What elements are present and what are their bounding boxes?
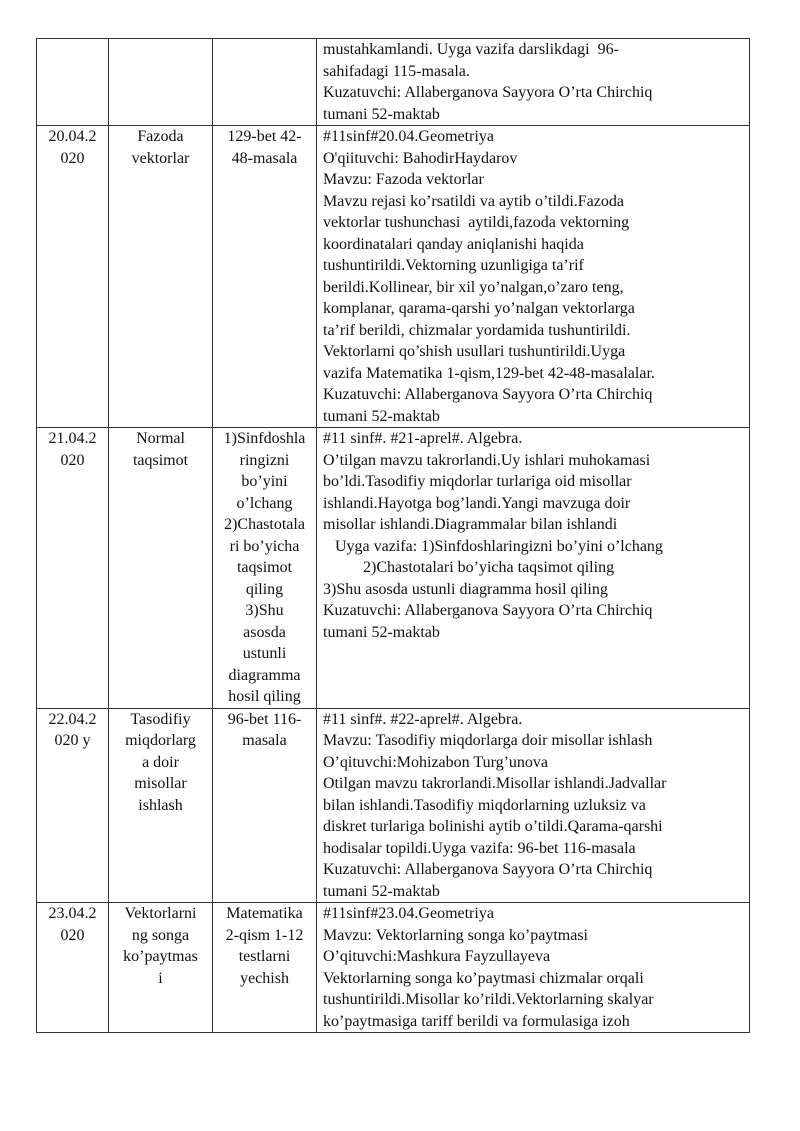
notes-line: vektorlar tushunchasi aytildi,fazoda vektorning <box>323 214 630 231</box>
notes-line: tushuntirildi.Vektorning uzunligiga ta’rif <box>323 257 584 274</box>
notes-line: #11 sinf#. #21-aprel#. Algebra. <box>323 430 523 447</box>
notes-line: O’qituvchi:Mohizabon Turg’unova <box>323 753 549 771</box>
homework-cell-text: 129-bet 42- 48-masala <box>227 128 302 167</box>
notes-line: komplanar, qarama-qarshi yo’nalgan vektorlarga <box>323 300 635 317</box>
notes-line: Mavzu rejasi ko’rsatildi va aytib o’tildi.Fazoda <box>323 192 624 210</box>
homework-cell <box>213 903 317 1033</box>
table-row <box>37 428 750 709</box>
homework-cell-text: Matematika 2-qism 1-12 testlarni yechish <box>225 905 304 987</box>
topic-cell <box>109 126 213 428</box>
table-body <box>37 39 750 1033</box>
notes-line: Kuzatuvchi: Allaberganova Sayyora O’rta Chirchiq <box>323 861 653 878</box>
notes-line: Mavzu: Vektorlarning songa ko’paytmasi <box>323 926 588 944</box>
homework-cell-text: 1)Sinfdoshla ringizni bo’yini o’lchang 2)Chastotala ri bo’yicha taqsimot qiling 3)Shu asosda ustunli diagramma hosil qiling <box>223 430 306 705</box>
table-row <box>37 708 750 903</box>
notes-line: berildi.Kollinear, bir xil yo’nalgan,o’zaro teng, <box>323 278 624 296</box>
topic-cell-text: Fazoda vektorlar <box>131 128 190 167</box>
date-cell-text: 21.04.2 020 <box>48 430 97 469</box>
homework-cell-text: 96-bet 116- masala <box>227 710 302 749</box>
notes-line: diskret turlariga bolinishi aytib o’tildi.Qarama-qarshi <box>323 818 663 835</box>
notes-line: hodisalar topildi.Uyga vazifa: 96-bet 116-masala <box>323 839 636 857</box>
date-cell-text: 22.04.2 020 y <box>48 710 97 749</box>
notes-line: ishlandi.Hayotga bog’landi.Yangi mavzuga doir <box>323 494 631 512</box>
notes-line: bilan ishlandi.Tasodifiy miqdorlarning uzluksiz va <box>323 796 646 814</box>
homework-cell <box>213 126 317 428</box>
notes-line: Kuzatuvchi: Allaberganova Sayyora O’rta Chirchiq <box>323 386 653 403</box>
topic-cell <box>109 39 213 126</box>
notes-line: 3)Shu asosda ustunli diagramma hosil qiling <box>323 580 608 598</box>
notes-line: tumani 52-maktab <box>323 105 440 123</box>
notes-line: Mavzu: Tasodifiy miqdorlarga doir misollar ishlash <box>323 732 653 749</box>
notes-line: O'qiituvchi: BahodirHaydarov <box>323 149 518 167</box>
notes-line: O’tilgan mavzu takrorlandi.Uy ishlari muhokamasi <box>323 451 651 469</box>
table-row <box>37 126 750 428</box>
table-row <box>37 903 750 1033</box>
notes-line: ko’paytmasiga tariff berildi va formulasiga izoh <box>323 1012 630 1030</box>
notes-line: ta’rif berildi, chizmalar yordamida tushuntirildi. <box>323 321 631 339</box>
notes-line: vazifa Matematika 1-qism,129-bet 42-48-masalalar. <box>323 364 655 382</box>
notes-line: Otilgan mavzu takrorlandi.Misollar ishlandi.Jadvallar <box>323 775 667 792</box>
notes-line: bo’ldi.Tasodifiy miqdorlar turlariga oid misollar <box>323 473 632 490</box>
notes-line: koordinatalari qanday aniqlanishi haqida <box>323 235 584 253</box>
notes-line: tushuntirildi.Misollar ko’rildi.Vektorlarning skalyar <box>323 991 654 1008</box>
notes-line: Vektorlarni qo’shish usullari tushuntirildi.Uyga <box>323 343 626 360</box>
document-page <box>36 38 750 1033</box>
date-cell <box>37 39 109 126</box>
lesson-notes-cell <box>317 126 750 428</box>
notes-line: #11sinf#20.04.Geometriya <box>323 128 494 145</box>
topic-cell-text: Tasodifiy miqdorlarg a doir misollar ishlash <box>125 710 196 814</box>
lesson-notes-cell <box>317 708 750 903</box>
notes-line: #11 sinf#. #22-aprel#. Algebra. <box>323 710 523 728</box>
date-cell <box>37 903 109 1033</box>
notes-line: Kuzatuvchi: Allaberganova Sayyora O’rta Chirchiq <box>323 602 653 619</box>
homework-cell <box>213 428 317 709</box>
lesson-notes-cell <box>317 903 750 1033</box>
lesson-journal-table <box>36 38 750 1033</box>
notes-line: Mavzu: Fazoda vektorlar <box>323 171 484 188</box>
notes-line: tumani 52-maktab <box>323 623 440 641</box>
notes-line: mustahkamlandi. Uyga vazifa darslikdagi 96- <box>323 41 619 58</box>
notes-line: Vektorlarning songa ko’paytmasi chizmalar orqali <box>323 969 644 987</box>
lesson-notes-cell <box>317 39 750 126</box>
notes-line: #11sinf#23.04.Geometriya <box>323 905 494 922</box>
notes-line: O’qituvchi:Mashkura Fayzullayeva <box>323 948 551 965</box>
notes-line: misollar ishlandi.Diagrammalar bilan ishlandi <box>323 516 618 533</box>
notes-line: tumani 52-maktab <box>323 407 440 425</box>
topic-cell <box>109 903 213 1033</box>
notes-line: tumani 52-maktab <box>323 882 440 900</box>
notes-line: Kuzatuvchi: Allaberganova Sayyora O’rta Chirchiq <box>323 84 653 101</box>
topic-cell-text: Normal taqsimot <box>132 430 189 469</box>
date-cell <box>37 428 109 709</box>
topic-cell <box>109 708 213 903</box>
notes-line: Uyga vazifa: 1)Sinfdoshlaringizni bo’yini o’lchang <box>323 537 663 555</box>
date-cell <box>37 708 109 903</box>
notes-line: sahifadagi 115-masala. <box>323 62 470 80</box>
date-cell-text: 20.04.2 020 <box>48 128 97 167</box>
notes-line: 2)Chastotalari bo’yicha taqsimot qiling <box>323 559 615 576</box>
date-cell-text: 23.04.2 020 <box>48 905 97 944</box>
lesson-notes-cell <box>317 428 750 709</box>
homework-cell <box>213 39 317 126</box>
topic-cell-text: Vektorlarni ng songa ko’paytmas i <box>123 905 198 987</box>
date-cell <box>37 126 109 428</box>
topic-cell <box>109 428 213 709</box>
table-row <box>37 39 750 126</box>
homework-cell <box>213 708 317 903</box>
